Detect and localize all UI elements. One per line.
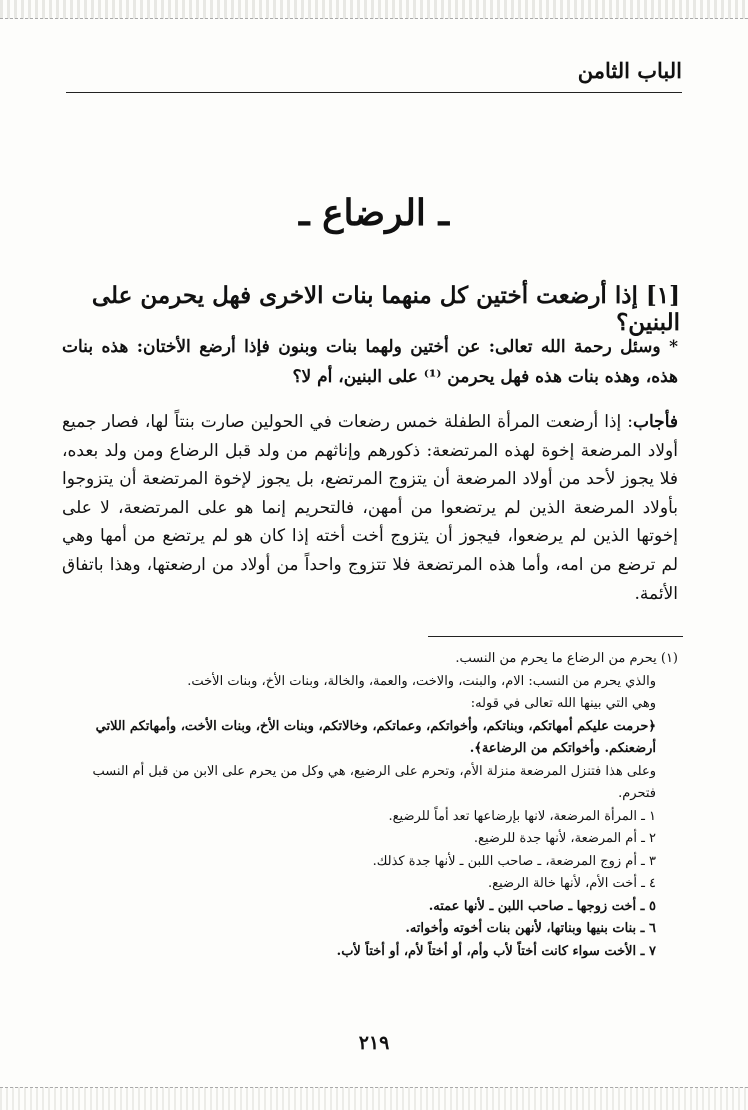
running-header: الباب الثامن bbox=[577, 58, 682, 83]
answer-text: : إذا أرضعت المرأة الطفلة خمس رضعات في الحولين صارت بنتاً لها، فصار جميع أولاد المرضعة إخوة لهذه المرتضعة: ذكورهم وإناثهم من ولد قبل الرضاع ومن ولد بعده، فلا يجوز لأحد من أولاد المرضعة أن يتزوج المرتضع، بل يجوز لإخوة المرتضعة أن يتزوجوا بأولاد المرضعة الذين لم يرتضعوا من أمهن، فالتحريم إنما هو على المرتضعة، لا على إخوتها الذين لم يرضعوا، فيجوز أن يتزوج أخت أخته إذا كان هو لم يرتضع من أمها وهي لم ترضع من امه، وأما هذه المرتضعة فلا تتزوج واحداً من أولاد من ارضعتها، وهذا باتفاق الأئمة. bbox=[62, 412, 678, 604]
chapter-title: ـ الرضاع ـ bbox=[298, 192, 449, 234]
footnote-list-item: ٢ ـ أم المرضعة، لأنها جدة للرضيع. bbox=[473, 831, 656, 846]
footnote-list-item: ١ ـ المرأة المرضعة، لانها بإرضاعها تعد أماً للرضيع. bbox=[388, 808, 656, 824]
header-divider bbox=[66, 92, 682, 93]
footnotes bbox=[62, 648, 678, 963]
scan-bottom-edge bbox=[0, 1087, 748, 1110]
footnote-list-item: ٤ ـ أخت الأم، لأنها خالة الرضيع. bbox=[488, 876, 656, 891]
footnote-list-item: ٦ ـ بنات بنيها وبناتها، لأنهن بنات أخوته وأخواته. bbox=[405, 921, 656, 936]
footnote-divider bbox=[428, 636, 683, 637]
footnote-list-item: ٧ ـ الأخت سواء كانت أختاً لأب وأم، أو أختاً لأم، أو أختاً لأب. bbox=[336, 943, 656, 959]
footnote-list-item: ٣ ـ أم زوج المرضعة، ـ صاحب اللبن ـ لأنها جدة كذلك. bbox=[372, 853, 656, 869]
footnote-line: والذي يحرم من النسب: الام، والبنت، والاخت، والعمة، والخالة، وبنات الأخ، وبنات الأخت. bbox=[187, 673, 656, 689]
footnote-quran-verse: ﴿حرمت عليكم أمهاتكم، وبناتكم، وأخواتكم، وعماتكم، وخالاتكم، وبنات الأخ، وبنات الأخت، وأمهاتكم اللاتي أرضعنكم. وأخواتكم من الرضاعة﴾. bbox=[95, 718, 656, 756]
question-paragraph: * وسئل رحمة الله تعالى: عن أختين ولهما بنات وبنون فإذا أرضع الأختان: هذه بنات هذه، وهذه بنات هذه فهل يحرمن ⁽¹⁾ على البنين، أم لا؟ bbox=[62, 337, 678, 387]
page-number: ٢١٩ bbox=[358, 1032, 390, 1054]
footnote-list-item: ٥ ـ أخت زوجها ـ صاحب اللبن ـ لأنها عمته. bbox=[428, 898, 656, 914]
question-heading: [١] إذا أرضعت أختين كل منهما بنات الاخرى فهل يحرمن على البنين؟ bbox=[91, 282, 680, 336]
answer-lead: فأجاب bbox=[633, 412, 678, 432]
footnote-line: وعلى هذا فتنزل المرضعة منزلة الأم، وتحرم على الرضيع، هي وكل من يحرم على الابن من قبل أم النسب فتحرم. bbox=[92, 763, 656, 801]
answer-paragraph bbox=[62, 408, 678, 608]
footnote-line: وهي التي بينها الله تعالى في قوله: bbox=[470, 696, 656, 711]
footnote-1: (١) يحرم من الرضاع ما يحرم من النسب. bbox=[455, 651, 678, 666]
scan-top-edge bbox=[0, 0, 748, 19]
